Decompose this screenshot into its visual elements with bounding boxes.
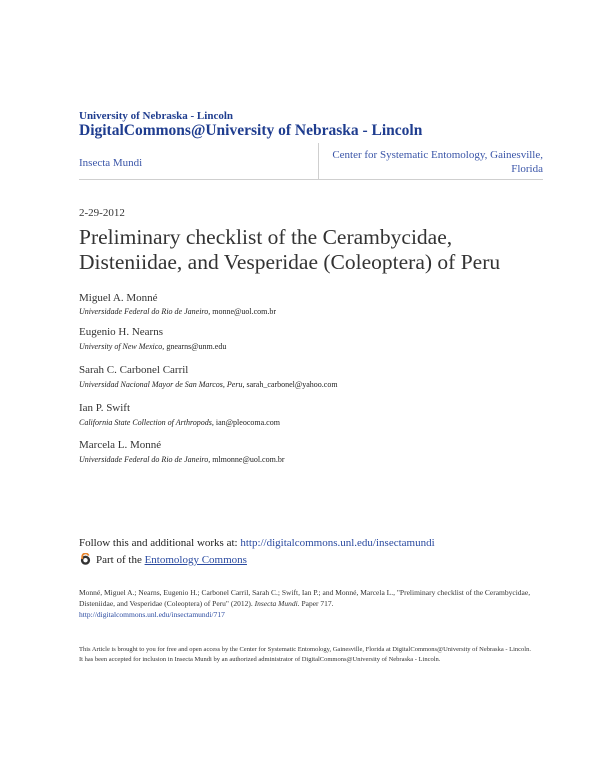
affiliation-text: California State Collection of Arthropods, xyxy=(79,418,214,427)
author-affiliation xyxy=(79,418,280,427)
citation-block xyxy=(79,587,534,620)
citation-journal: Insecta Mundi. xyxy=(254,599,300,608)
follow-line xyxy=(79,537,435,549)
article-title xyxy=(79,225,549,275)
author-affiliation xyxy=(79,342,226,351)
citation-paper: Paper 717. xyxy=(301,599,334,608)
author-email[interactable]: monne@uol.com.br xyxy=(212,307,277,316)
follow-url-link[interactable]: http://digitalcommons.unl.edu/insectamundi xyxy=(240,537,435,549)
collection-link-insecta-mundi[interactable]: Insecta Mundi xyxy=(79,157,143,169)
author-name: Ian P. Swift xyxy=(79,402,131,414)
author-email[interactable]: ian@pleocoma.com xyxy=(215,418,280,427)
collection-nav xyxy=(79,143,543,180)
affiliation-text: Universidad Nacional Mayor de San Marcos, Peru, xyxy=(79,380,245,389)
citation-url-link[interactable]: http://digitalcommons.unl.edu/insectamundi/717 xyxy=(79,610,225,619)
repository-name[interactable]: DigitalCommons@University of Nebraska - Lincoln xyxy=(79,122,423,139)
rights-statement: This Article is brought to you for free and open access by the Center for Systematic Entomology, Gainesville, Florida at DigitalCommons@University of Nebraska - Lincoln. It has been accepted for inclusion in Insecta Mundi by an authorized administrator of DigitalCommons@University of Nebraska - Lincoln. xyxy=(79,646,531,663)
publication-date: 2-29-2012 xyxy=(79,207,125,219)
title-line-1: Preliminary checklist of the Cerambycidae, xyxy=(79,225,453,249)
author-name: Miguel A. Monné xyxy=(79,292,158,304)
part-of-line xyxy=(79,553,247,566)
collection-right-line2: Florida xyxy=(511,163,543,175)
follow-label: Follow this and additional works at: xyxy=(79,537,238,549)
author-affiliation xyxy=(79,455,284,464)
affiliation-text: University of New Mexico, xyxy=(79,342,165,351)
collection-link-center[interactable] xyxy=(319,148,543,176)
author-email[interactable]: sarah_carbonel@yahoo.com xyxy=(246,380,338,389)
author-affiliation xyxy=(79,307,276,316)
entomology-commons-link[interactable]: Entomology Commons xyxy=(144,553,247,566)
citation-text: Monné, Miguel A.; Nearns, Eugenio H.; Carbonel Carril, Sarah C.; Swift, Ian P.; and Monné, Marcela L., "Preliminary checklist of the Cerambycidae, Disteniidae, and Vesperidae (Coleoptera) of Peru" (2012). xyxy=(79,588,531,608)
author-name: Sarah C. Carbonel Carril xyxy=(79,364,189,376)
collection-right-line1: Center for Systematic Entomology, Gainesville, xyxy=(332,149,543,161)
open-access-icon xyxy=(79,553,92,566)
author-email[interactable]: gnearns@unm.edu xyxy=(166,342,227,351)
collection-left-cell xyxy=(79,143,319,179)
part-of-label: Part of the xyxy=(96,553,142,566)
author-name: Eugenio H. Nearns xyxy=(79,326,164,338)
author-email[interactable]: mlmonne@uol.com.br xyxy=(212,455,285,464)
author-name: Marcela L. Monné xyxy=(79,439,162,451)
affiliation-text: Universidade Federal do Rio de Janeiro, xyxy=(79,307,211,316)
title-line-2: Disteniidae, and Vesperidae (Coleoptera) of Peru xyxy=(79,250,501,274)
institution-name-small[interactable]: University of Nebraska - Lincoln xyxy=(79,110,233,122)
author-affiliation xyxy=(79,380,338,389)
affiliation-text: Universidade Federal do Rio de Janeiro, xyxy=(79,455,211,464)
